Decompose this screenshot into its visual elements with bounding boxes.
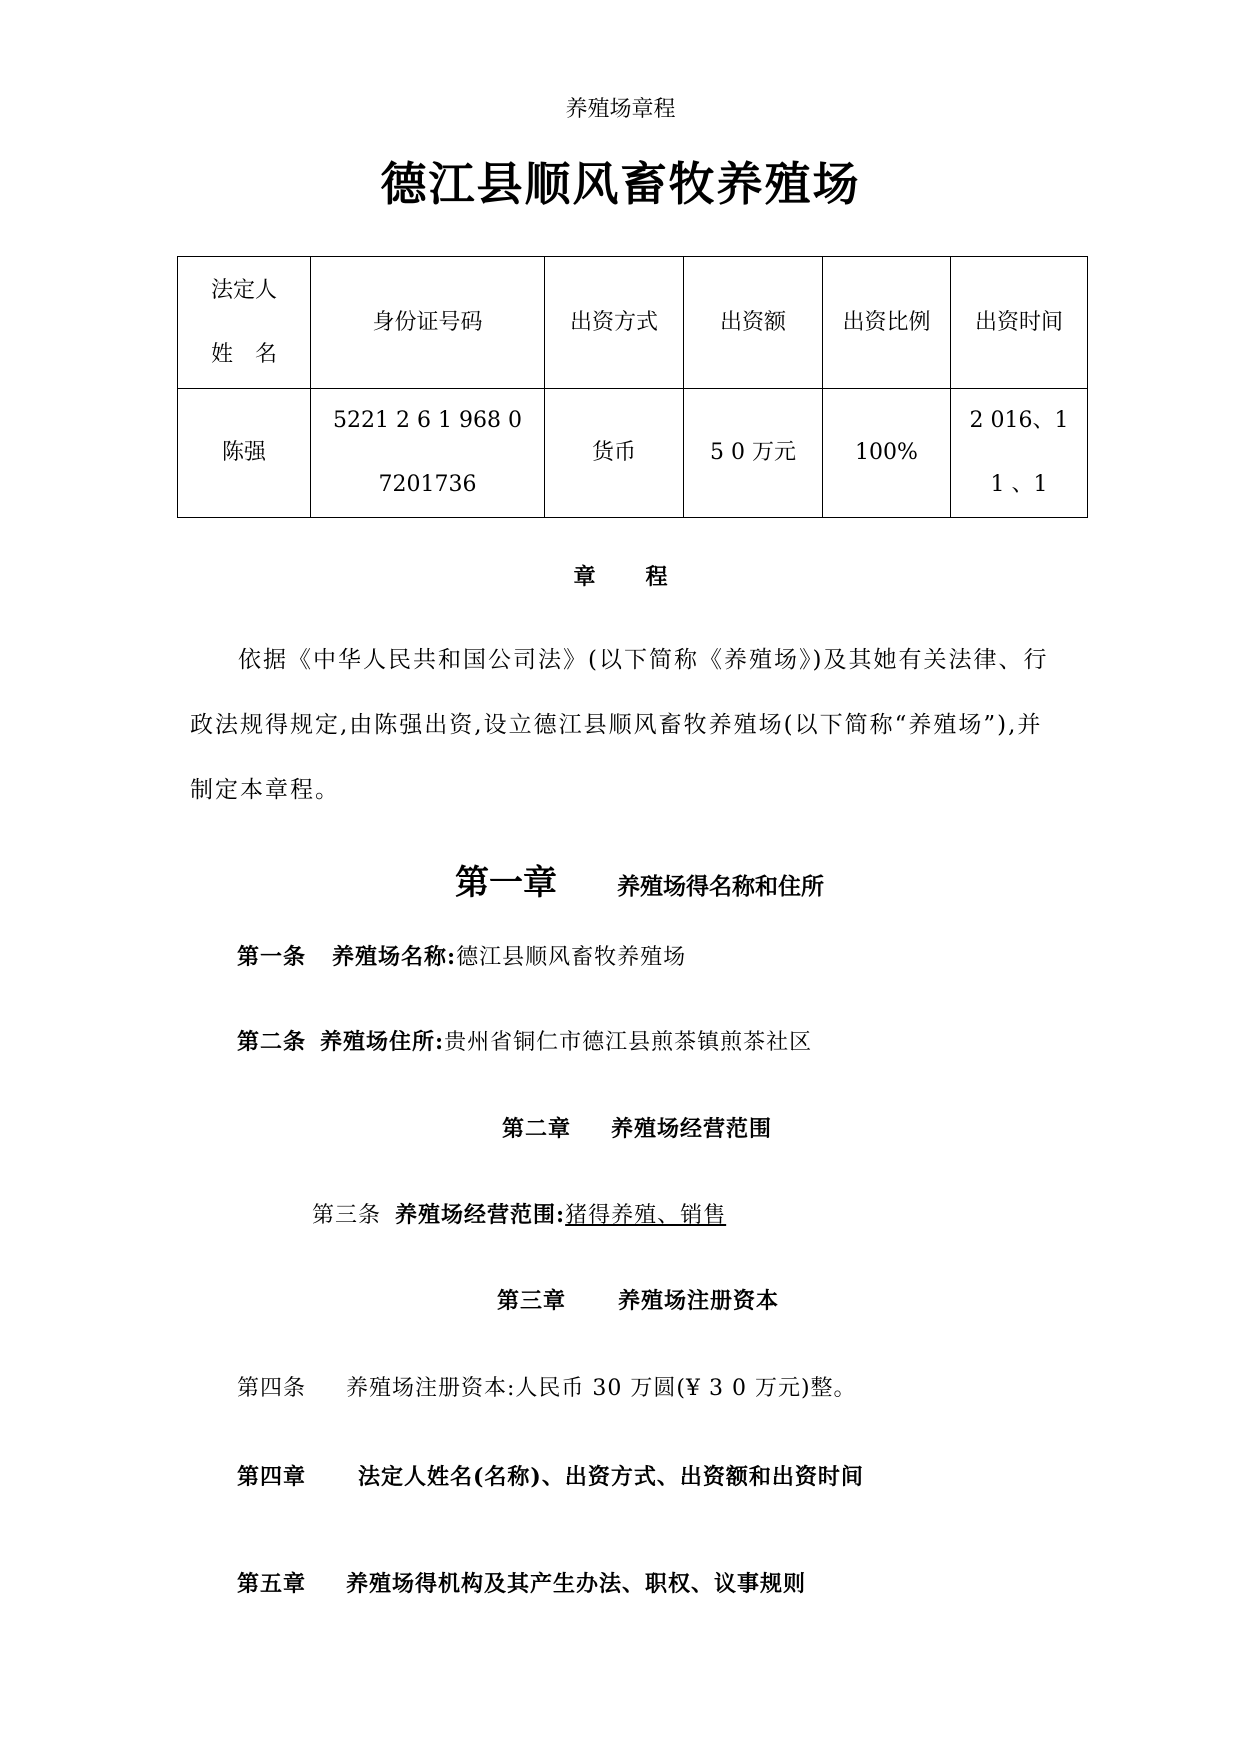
table-header-row <box>178 257 1088 389</box>
cell-time-line2: 1 、1 <box>990 472 1048 497</box>
article2-value: 贵州省铜仁市德江县煎茶镇煎茶社区 <box>444 1030 813 1055</box>
article3-key: 养殖场经营范围: <box>395 1202 566 1228</box>
chapter3-heading <box>497 1284 779 1315</box>
article3 <box>312 1198 726 1229</box>
chapter2-name: 养殖场经营范围 <box>611 1116 773 1142</box>
header-contribution-time: 出资时间 <box>951 257 1088 389</box>
article1-label: 第一条 <box>237 944 307 970</box>
article2-label: 第二条 <box>237 1029 307 1055</box>
capital-contribution-table <box>177 256 1088 518</box>
header-id-number: 身份证号码 <box>311 257 545 389</box>
chapter5-name: 养殖场得机构及其产生办法、职权、议事规则 <box>346 1571 807 1597</box>
chapter5-heading <box>237 1567 806 1598</box>
header-legal-person-name <box>178 257 311 389</box>
cell-ratio: 100% <box>823 389 951 518</box>
header-name-line2: 姓名 <box>210 341 299 367</box>
cell-method: 货币 <box>545 389 684 518</box>
article3-value: 猪得养殖、销售 <box>565 1203 727 1228</box>
chapter1-name: 养殖场得名称和住所 <box>617 873 824 900</box>
cell-id-line1: 5221 2 6 1 968 0 <box>333 408 522 433</box>
header-contribution-amount: 出资额 <box>684 257 823 389</box>
chapter5-number: 第五章 <box>237 1571 307 1597</box>
chapter3-number: 第三章 <box>497 1288 567 1314</box>
chapter4-heading <box>237 1460 864 1491</box>
chapter3-name: 养殖场注册资本 <box>618 1288 780 1314</box>
chapter4-number: 第四章 <box>237 1464 307 1490</box>
chapter4-name: 法定人姓名(名称)、出资方式、出资额和出资时间 <box>358 1464 864 1490</box>
chapter2-number: 第二章 <box>502 1116 572 1142</box>
preamble-text: 依据《中华人民共和国公司法》(以下简称《养殖场》)及其她有关法律、行政法规得规定,由陈强出资,设立德江县顺风畜牧养殖场(以下简称“养殖场”),并制定本章程。 <box>190 647 1049 803</box>
article4 <box>237 1371 857 1402</box>
header-name-line1: 法定人 <box>210 277 277 303</box>
charter-heading: 章程 <box>573 564 718 590</box>
article3-label: 第三条 <box>312 1203 382 1228</box>
article1-key: 养殖场名称: <box>332 944 457 970</box>
article1-value: 德江县顺风畜牧养殖场 <box>456 945 687 970</box>
chapter1-heading <box>455 855 824 904</box>
header-contribution-ratio: 出资比例 <box>823 257 951 389</box>
cell-name: 陈强 <box>178 389 311 518</box>
preamble-paragraph <box>190 628 1060 823</box>
cell-time <box>951 389 1088 518</box>
article1 <box>237 940 686 971</box>
article2 <box>237 1025 812 1056</box>
chapter2-heading <box>502 1112 772 1143</box>
article4-label: 第四条 <box>237 1376 307 1401</box>
document-title: 德江县顺风畜牧养殖场 <box>380 157 861 211</box>
cell-time-line1: 2 016、1 <box>969 408 1069 433</box>
cell-amount: 5 0 万元 <box>684 389 823 518</box>
article2-key: 养殖场住所: <box>320 1029 445 1055</box>
table-row <box>178 389 1088 518</box>
cell-id-line2: 7201736 <box>378 472 477 497</box>
running-header: 养殖场章程 <box>565 97 676 122</box>
article4-text: 养殖场注册资本:人民币 30 万圆(¥ 3 0 万元)整。 <box>346 1376 857 1401</box>
chapter1-number: 第一章 <box>455 863 557 903</box>
header-contribution-method: 出资方式 <box>545 257 684 389</box>
cell-id-number <box>311 389 545 518</box>
